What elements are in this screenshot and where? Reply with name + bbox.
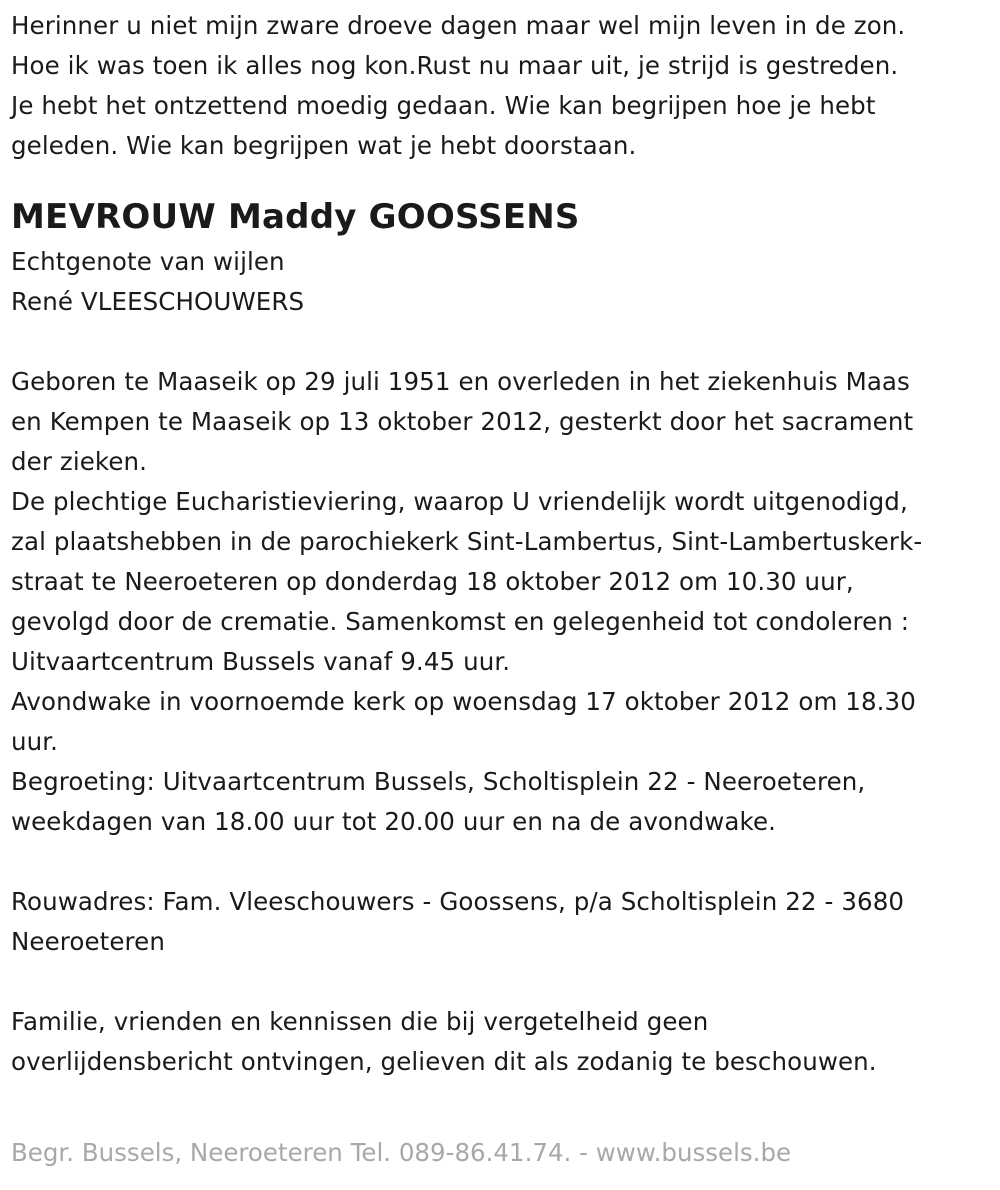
address-line: Rouwadres: Fam. Vleeschouwers - Goossens, p/a Scholtisplein 22 - 3680 — [11, 887, 905, 916]
poem-line: Herinner u niet mijn zware droeve dagen maar wel mijn leven in de zon. — [11, 11, 906, 40]
details-line: zal plaatshebben in de parochiekerk Sint-Lambertus, Sint-Lambertuskerk- — [11, 527, 923, 556]
details-line: Uitvaartcentrum Bussels vanaf 9.45 uur. — [11, 647, 511, 676]
details-line: Begroeting: Uitvaartcentrum Bussels, Scholtisplein 22 - Neeroeteren, — [11, 767, 866, 796]
notice-line: Familie, vrienden en kennissen die bij vergetelheid geen — [11, 1007, 709, 1036]
details-line: weekdagen van 18.00 uur tot 20.00 uur en na de avondwake. — [11, 807, 777, 836]
details-line: De plechtige Eucharistieviering, waarop U vriendelijk wordt uitgenodigd, — [11, 487, 908, 516]
details-line: der zieken. — [11, 447, 148, 476]
poem-block — [11, 6, 989, 166]
spacer — [11, 962, 989, 1002]
funeral-home-footer: Begr. Bussels, Neeroeteren Tel. 089-86.41.74. - www.bussels.be — [11, 1138, 792, 1167]
spacer — [11, 842, 989, 882]
notice-line: overlijdensbericht ontvingen, gelieven dit als zodanig te beschouwen. — [11, 1047, 877, 1076]
details-line: en Kempen te Maaseik op 13 oktober 2012, gesterkt door het sacrament — [11, 407, 914, 436]
spouse-name: René VLEESCHOUWERS — [11, 287, 305, 316]
details-line: gevolgd door de crematie. Samenkomst en gelegenheid tot condoleren : — [11, 607, 910, 636]
poem-line: Je hebt het ontzettend moedig gedaan. Wie kan begrijpen hoe je hebt — [11, 91, 876, 120]
details-line: straat te Neeroeteren op donderdag 18 oktober 2012 om 10.30 uur, — [11, 567, 854, 596]
notice-block — [11, 1002, 989, 1082]
details-block — [11, 362, 989, 842]
details-line: Geboren te Maaseik op 29 juli 1951 en overleden in het ziekenhuis Maas — [11, 367, 910, 396]
poem-line: Hoe ik was toen ik alles nog kon.Rust nu maar uit, je strijd is gestreden. — [11, 51, 899, 80]
spouse-line: Echtgenote van wijlen — [11, 247, 285, 276]
details-line: uur. — [11, 727, 59, 756]
poem-line: geleden. Wie kan begrijpen wat je hebt doorstaan. — [11, 131, 637, 160]
details-line: Avondwake in voornoemde kerk op woensdag 17 oktober 2012 om 18.30 — [11, 687, 916, 716]
spouse-block — [11, 242, 989, 322]
address-line: Neeroeteren — [11, 927, 165, 956]
address-block — [11, 882, 989, 962]
spacer — [11, 322, 989, 362]
deceased-name: MEVROUW Maddy GOOSSENS — [11, 197, 580, 237]
